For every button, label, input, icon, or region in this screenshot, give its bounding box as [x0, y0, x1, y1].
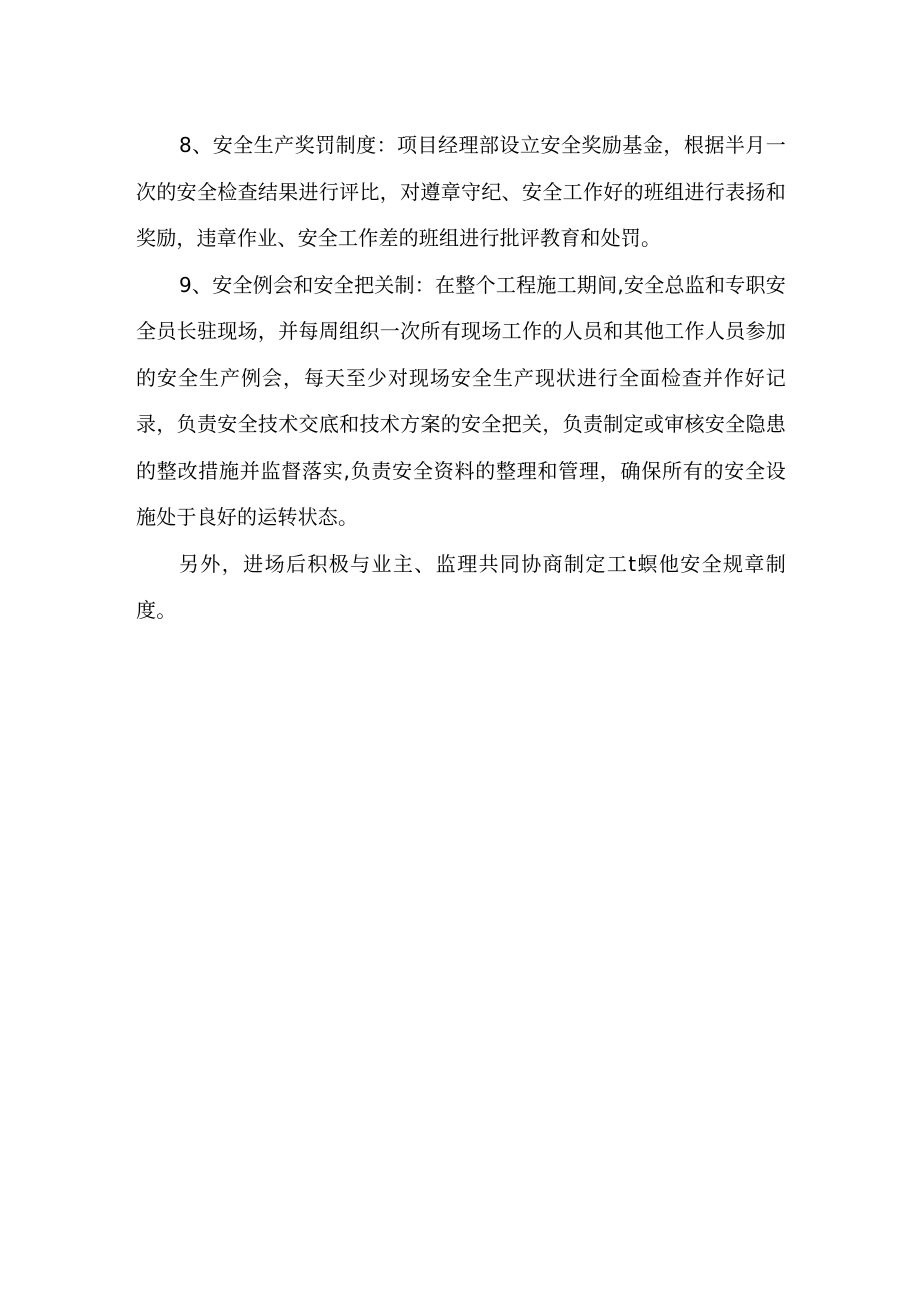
- document-body: [136, 122, 786, 634]
- paragraph-safety-reward-penalty: 8、安全生产奖罚制度：项目经理部设立安全奖励基金，根据半月一次的安全检查结果进行评比，对遵章守纪、安全工作好的班组进行表扬和奖励，违章作业、安全工作差的班组进行批评教育和处罚。: [136, 133, 786, 250]
- paragraph-safety-meeting: 9、安全例会和安全把关制：在整个工程施工期间,安全总监和专职安全员长驻现场，并每周组织一次所有现场工作的人员和其他工作人员参加的安全生产例会，每天至少对现场安全生产现状进行全面检查并作好记录，负责安全技术交底和技术方案的安全把关，负责制定或审核安全隐患的整改措施并监督落实,负责安全资料的整理和管理，确保所有的安全设施处于良好的运转状态。: [136, 272, 786, 529]
- paragraph-additional-rules: 另外，进场后积极与业主、监理共同协商制定工t螟他安全规章制度。: [136, 551, 786, 622]
